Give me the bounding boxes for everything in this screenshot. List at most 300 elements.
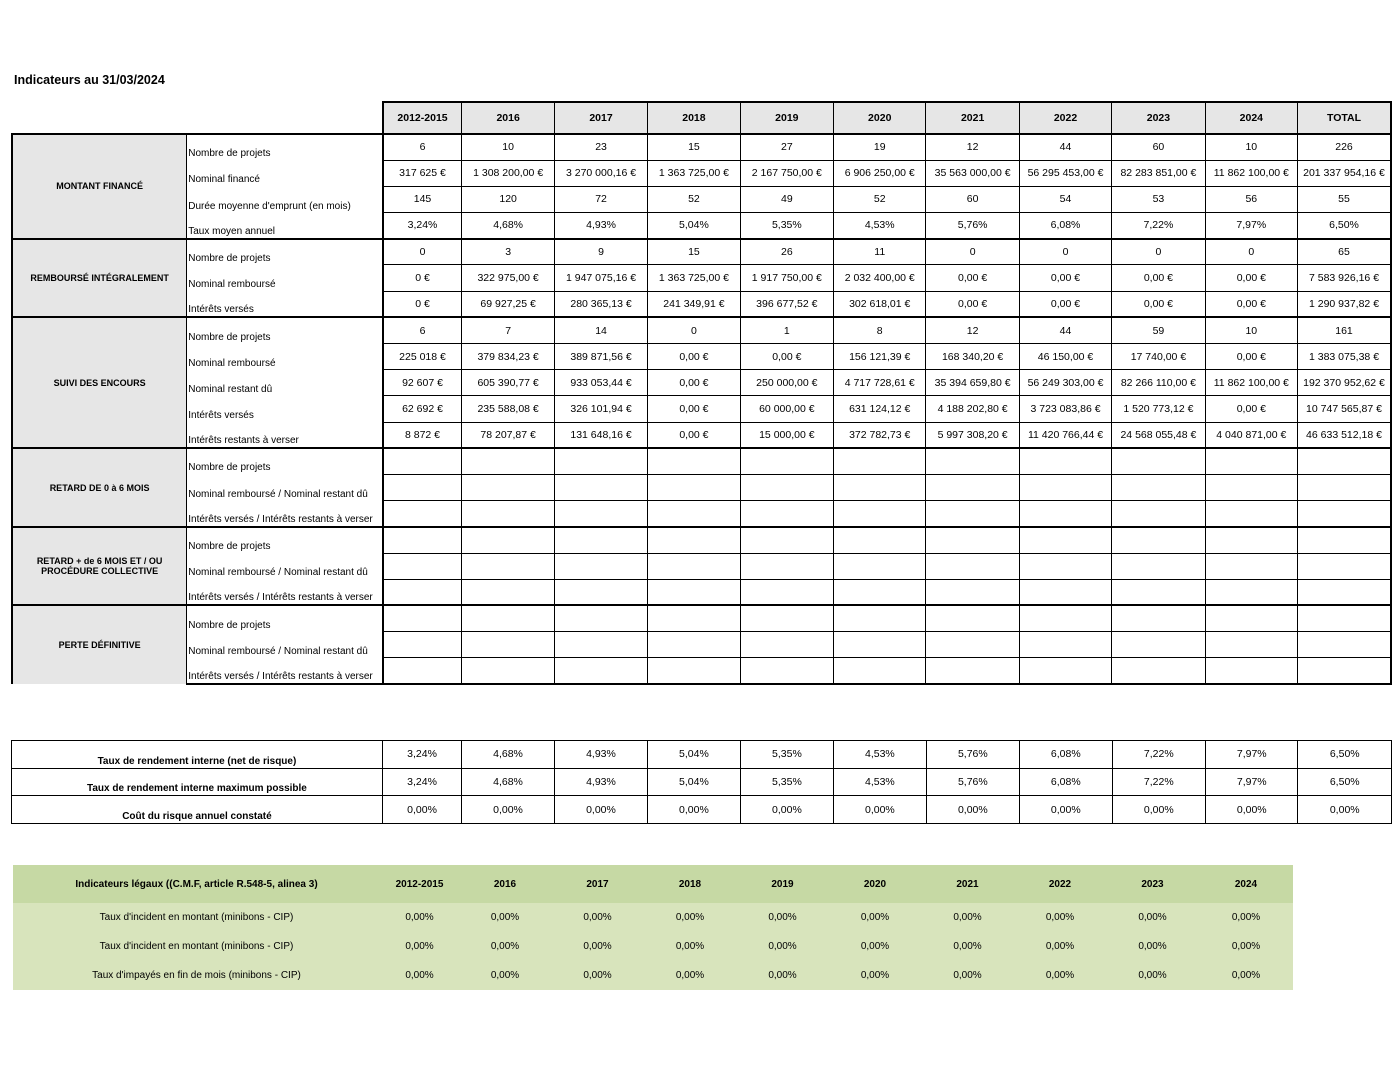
value-cell: 6,50% [1298, 741, 1392, 769]
value-cell: 92 607 € [383, 370, 462, 396]
value-cell: 0,00% [554, 796, 647, 824]
value-cell: 52 [648, 186, 740, 212]
table-row [12, 658, 1391, 684]
table-row [12, 239, 1391, 265]
value-cell: 0,00 € [1205, 396, 1297, 422]
table-row [12, 160, 1391, 186]
legal-year-header: 2021 [921, 865, 1014, 903]
value-cell: 6 906 250,00 € [834, 160, 926, 186]
value-cell: 3,24% [382, 741, 461, 769]
value-cell [1205, 632, 1297, 658]
value-cell: 1 363 725,00 € [648, 160, 740, 186]
value-cell: 0,00% [921, 961, 1014, 990]
value-cell: 0,00% [551, 961, 644, 990]
performance-row [12, 768, 1392, 796]
value-cell: 27 [740, 134, 833, 160]
group-label: REMBOURSÉ INTÉGRALEMENT [12, 239, 187, 318]
value-cell: 0 [1112, 239, 1205, 265]
legal-row [13, 961, 1293, 990]
value-cell: 11 862 100,00 € [1205, 160, 1297, 186]
legal-year-header: 2019 [736, 865, 829, 903]
value-cell [1298, 448, 1391, 474]
row-label: Intérêts versés / Intérêts restants à verser [187, 501, 383, 527]
value-cell: 6 [383, 134, 462, 160]
year-header: 2023 [1112, 102, 1205, 134]
value-cell: 11 [834, 239, 926, 265]
table-row [12, 186, 1391, 212]
table-row [12, 501, 1391, 527]
value-cell [834, 553, 926, 579]
value-cell: 0,00% [1199, 961, 1293, 990]
value-cell [383, 632, 462, 658]
value-cell [383, 448, 462, 474]
value-cell [740, 632, 833, 658]
value-cell [1298, 579, 1391, 605]
year-header: 2020 [834, 102, 926, 134]
value-cell: 4,68% [462, 768, 554, 796]
value-cell [554, 632, 647, 658]
value-cell: 0,00 € [648, 396, 740, 422]
value-cell: 250 000,00 € [740, 370, 833, 396]
value-cell [1112, 658, 1205, 684]
row-label: Durée moyenne d'emprunt (en mois) [187, 186, 383, 212]
value-cell [740, 579, 833, 605]
value-cell: 605 390,77 € [462, 370, 554, 396]
value-cell: 19 [834, 134, 926, 160]
value-cell: 396 677,52 € [740, 291, 833, 317]
performance-row [12, 741, 1392, 769]
value-cell: 4,68% [462, 741, 554, 769]
value-cell: 5,35% [740, 741, 833, 769]
value-cell: 6,08% [1019, 213, 1111, 239]
table-row [12, 553, 1391, 579]
value-cell: 15 000,00 € [740, 422, 833, 448]
value-cell: 6,08% [1020, 768, 1112, 796]
value-cell: 372 782,73 € [834, 422, 926, 448]
value-cell: 35 394 659,80 € [926, 370, 1019, 396]
row-label: Nominal remboursé / Nominal restant dû [187, 474, 383, 500]
value-cell: 5,35% [740, 213, 833, 239]
value-cell: 1 363 725,00 € [648, 265, 740, 291]
legal-year-header: 2018 [644, 865, 736, 903]
value-cell: 9 [554, 239, 647, 265]
value-cell [462, 632, 554, 658]
table-row [12, 527, 1391, 553]
value-cell: 7 [462, 317, 554, 343]
value-cell: 8 872 € [383, 422, 462, 448]
value-cell: 0,00% [551, 903, 644, 932]
row-label: Intérêts versés / Intérêts restants à verser [187, 579, 383, 605]
table-row [12, 605, 1391, 631]
value-cell: 0,00 € [1205, 344, 1297, 370]
year-header: 2019 [740, 102, 833, 134]
value-cell: 15 [648, 134, 740, 160]
value-cell [383, 579, 462, 605]
value-cell: 5 997 308,20 € [926, 422, 1019, 448]
value-cell: 65 [1298, 239, 1391, 265]
legal-year-header: 2024 [1199, 865, 1293, 903]
value-cell: 156 121,39 € [834, 344, 926, 370]
value-cell: 0,00 € [926, 291, 1019, 317]
value-cell [383, 605, 462, 631]
value-cell: 322 975,00 € [462, 265, 554, 291]
value-cell [1112, 579, 1205, 605]
value-cell: 0,00% [648, 796, 740, 824]
value-cell: 7,22% [1112, 741, 1205, 769]
value-cell [462, 448, 554, 474]
value-cell: 6,08% [1020, 741, 1112, 769]
value-cell: 0,00% [1199, 903, 1293, 932]
value-cell: 1 947 075,16 € [554, 265, 647, 291]
performance-label: Coût du risque annuel constaté [12, 796, 383, 824]
value-cell: 4 717 728,61 € [834, 370, 926, 396]
table-row [12, 579, 1391, 605]
legal-header-label: Indicateurs légaux ((C.M.F, article R.548-5, alinea 3) [13, 865, 380, 903]
value-cell: 192 370 952,62 € [1298, 370, 1391, 396]
value-cell: 5,04% [648, 213, 740, 239]
value-cell: 0,00% [1106, 961, 1199, 990]
value-cell: 44 [1019, 134, 1111, 160]
value-cell [383, 553, 462, 579]
value-cell: 12 [926, 134, 1019, 160]
value-cell: 7,22% [1112, 213, 1205, 239]
value-cell [740, 658, 833, 684]
row-label: Nominal remboursé / Nominal restant dû [187, 632, 383, 658]
value-cell [383, 527, 462, 553]
value-cell: 60 000,00 € [740, 396, 833, 422]
year-header: 2018 [648, 102, 740, 134]
row-label: Nominal remboursé [187, 265, 383, 291]
value-cell [1205, 579, 1297, 605]
value-cell [1019, 579, 1111, 605]
value-cell [834, 632, 926, 658]
legal-row-label: Taux d'incident en montant (minibons - CIP) [13, 932, 380, 961]
year-header: TOTAL [1298, 102, 1391, 134]
value-cell: 53 [1112, 186, 1205, 212]
row-label: Taux moyen annuel [187, 213, 383, 239]
value-cell [554, 448, 647, 474]
value-cell: 168 340,20 € [926, 344, 1019, 370]
value-cell: 0,00% [551, 932, 644, 961]
value-cell: 0 [1019, 239, 1111, 265]
value-cell [1019, 553, 1111, 579]
value-cell: 7,97% [1206, 768, 1298, 796]
value-cell [1019, 632, 1111, 658]
value-cell: 0,00% [921, 932, 1014, 961]
table-row [12, 265, 1391, 291]
value-cell [1298, 501, 1391, 527]
performance-label: Taux de rendement interne (net de risque) [12, 741, 383, 769]
value-cell: 0,00% [382, 796, 461, 824]
value-cell [1112, 527, 1205, 553]
value-cell [648, 527, 740, 553]
value-cell [834, 448, 926, 474]
value-cell: 235 588,08 € [462, 396, 554, 422]
value-cell [926, 632, 1019, 658]
value-cell [383, 501, 462, 527]
value-cell: 0,00 € [740, 344, 833, 370]
value-cell: 82 283 851,00 € [1112, 160, 1205, 186]
table-row [12, 134, 1391, 160]
row-label: Nombre de projets [187, 448, 383, 474]
value-cell: 69 927,25 € [462, 291, 554, 317]
legal-indicators-table [13, 865, 1293, 990]
value-cell: 5,04% [648, 768, 740, 796]
value-cell [1019, 527, 1111, 553]
value-cell [554, 474, 647, 500]
group-label: RETARD DE 0 à 6 MOIS [12, 448, 187, 527]
value-cell: 0,00% [921, 903, 1014, 932]
value-cell [834, 501, 926, 527]
group-label: SUIVI DES ENCOURS [12, 317, 187, 448]
value-cell: 5,76% [926, 213, 1019, 239]
value-cell: 46 150,00 € [1019, 344, 1111, 370]
row-label: Intérêts versés / Intérêts restants à verser [187, 658, 383, 684]
value-cell: 1 520 773,12 € [1112, 396, 1205, 422]
value-cell: 1 383 075,38 € [1298, 344, 1391, 370]
value-cell: 0,00% [380, 903, 459, 932]
value-cell [1112, 605, 1205, 631]
value-cell [1298, 605, 1391, 631]
value-cell: 56 249 303,00 € [1019, 370, 1111, 396]
year-header: 2016 [462, 102, 554, 134]
value-cell [554, 579, 647, 605]
table-row [12, 291, 1391, 317]
value-cell: 0,00% [740, 796, 833, 824]
row-label: Nominal remboursé / Nominal restant dû [187, 553, 383, 579]
value-cell: 0,00 € [1019, 291, 1111, 317]
legal-year-header: 2012-2015 [380, 865, 459, 903]
value-cell: 78 207,87 € [462, 422, 554, 448]
value-cell: 161 [1298, 317, 1391, 343]
value-cell [926, 553, 1019, 579]
value-cell [648, 658, 740, 684]
value-cell [462, 474, 554, 500]
value-cell [554, 553, 647, 579]
value-cell: 0,00% [926, 796, 1019, 824]
value-cell: 0,00% [736, 961, 829, 990]
row-label: Nombre de projets [187, 317, 383, 343]
value-cell: 4,93% [554, 741, 647, 769]
value-cell: 145 [383, 186, 462, 212]
value-cell [926, 579, 1019, 605]
value-cell: 7 583 926,16 € [1298, 265, 1391, 291]
value-cell: 10 [462, 134, 554, 160]
value-cell: 317 625 € [383, 160, 462, 186]
value-cell: 60 [1112, 134, 1205, 160]
value-cell: 0,00 € [1019, 265, 1111, 291]
table-row [12, 474, 1391, 500]
value-cell: 3 [462, 239, 554, 265]
group-label: MONTANT FINANCÉ [12, 134, 187, 239]
value-cell [1298, 474, 1391, 500]
value-cell: 35 563 000,00 € [926, 160, 1019, 186]
value-cell: 6 [383, 317, 462, 343]
value-cell: 0,00% [644, 961, 736, 990]
value-cell: 0,00% [1020, 796, 1112, 824]
value-cell: 0,00 € [1205, 291, 1297, 317]
value-cell [554, 658, 647, 684]
value-cell [648, 632, 740, 658]
value-cell: 389 871,56 € [554, 344, 647, 370]
value-cell [1205, 527, 1297, 553]
legal-header-row [13, 865, 1293, 903]
value-cell: 56 [1205, 186, 1297, 212]
value-cell [926, 474, 1019, 500]
table-row [12, 422, 1391, 448]
table-row [12, 213, 1391, 239]
table-row [12, 448, 1391, 474]
value-cell [1019, 501, 1111, 527]
value-cell: 0,00% [462, 796, 554, 824]
value-cell: 4,68% [462, 213, 554, 239]
legal-year-header: 2017 [551, 865, 644, 903]
performance-table [11, 740, 1392, 824]
value-cell: 4 188 202,80 € [926, 396, 1019, 422]
value-cell: 0 [926, 239, 1019, 265]
row-label: Nominal financé [187, 160, 383, 186]
value-cell: 0,00% [736, 903, 829, 932]
value-cell [462, 527, 554, 553]
year-header: 2024 [1205, 102, 1297, 134]
value-cell: 1 290 937,82 € [1298, 291, 1391, 317]
value-cell: 0,00 € [926, 265, 1019, 291]
value-cell: 3 723 083,86 € [1019, 396, 1111, 422]
value-cell [926, 501, 1019, 527]
value-cell [926, 448, 1019, 474]
value-cell: 5,35% [740, 768, 833, 796]
value-cell: 54 [1019, 186, 1111, 212]
group-label: RETARD + de 6 MOIS ET / OU PROCÉDURE COLLECTIVE [12, 527, 187, 606]
year-header: 2017 [554, 102, 647, 134]
value-cell: 201 337 954,16 € [1298, 160, 1391, 186]
value-cell: 120 [462, 186, 554, 212]
value-cell: 3,24% [382, 768, 461, 796]
value-cell: 7,22% [1112, 768, 1205, 796]
row-label: Nombre de projets [187, 134, 383, 160]
value-cell: 62 692 € [383, 396, 462, 422]
value-cell [462, 501, 554, 527]
value-cell [1019, 658, 1111, 684]
value-cell: 5,04% [648, 741, 740, 769]
value-cell [1205, 448, 1297, 474]
value-cell: 52 [834, 186, 926, 212]
value-cell [926, 658, 1019, 684]
legal-row-label: Taux d'impayés en fin de mois (minibons - CIP) [13, 961, 380, 990]
year-header-row [12, 102, 1391, 134]
legal-row [13, 932, 1293, 961]
value-cell [926, 527, 1019, 553]
value-cell: 933 053,44 € [554, 370, 647, 396]
value-cell [1298, 553, 1391, 579]
value-cell: 0,00% [736, 932, 829, 961]
value-cell [740, 501, 833, 527]
value-cell [462, 579, 554, 605]
value-cell: 46 633 512,18 € [1298, 422, 1391, 448]
performance-row [12, 796, 1392, 824]
value-cell: 5,76% [926, 741, 1019, 769]
value-cell: 15 [648, 239, 740, 265]
value-cell: 0,00% [829, 932, 921, 961]
value-cell: 0 [383, 239, 462, 265]
value-cell: 0,00% [644, 903, 736, 932]
value-cell: 0,00% [380, 961, 459, 990]
indicators-table [11, 101, 1392, 685]
value-cell [926, 605, 1019, 631]
value-cell: 17 740,00 € [1112, 344, 1205, 370]
value-cell: 49 [740, 186, 833, 212]
value-cell: 12 [926, 317, 1019, 343]
row-label: Nominal restant dû [187, 370, 383, 396]
value-cell: 302 618,01 € [834, 291, 926, 317]
legal-row-label: Taux d'incident en montant (minibons - CIP) [13, 903, 380, 932]
value-cell: 379 834,23 € [462, 344, 554, 370]
value-cell [1205, 605, 1297, 631]
table-row [12, 396, 1391, 422]
value-cell: 60 [926, 186, 1019, 212]
table-row [12, 344, 1391, 370]
year-header: 2012-2015 [383, 102, 462, 134]
value-cell: 0,00 € [1112, 291, 1205, 317]
table-row [12, 317, 1391, 343]
value-cell [1112, 632, 1205, 658]
value-cell: 0,00 € [648, 422, 740, 448]
legal-year-header: 2016 [459, 865, 551, 903]
value-cell [834, 474, 926, 500]
value-cell [1112, 501, 1205, 527]
value-cell: 10 747 565,87 € [1298, 396, 1391, 422]
value-cell [1205, 474, 1297, 500]
value-cell: 56 295 453,00 € [1019, 160, 1111, 186]
table-row [12, 632, 1391, 658]
legal-row [13, 903, 1293, 932]
value-cell [1112, 474, 1205, 500]
value-cell: 0,00% [644, 932, 736, 961]
value-cell [648, 605, 740, 631]
value-cell [740, 448, 833, 474]
legal-year-header: 2020 [829, 865, 921, 903]
value-cell: 11 862 100,00 € [1205, 370, 1297, 396]
value-cell: 0 € [383, 291, 462, 317]
row-label: Nombre de projets [187, 239, 383, 265]
value-cell: 0,00% [829, 903, 921, 932]
value-cell: 0,00% [834, 796, 926, 824]
row-label: Intérêts versés [187, 291, 383, 317]
row-label: Intérêts versés [187, 396, 383, 422]
value-cell [740, 605, 833, 631]
value-cell: 26 [740, 239, 833, 265]
value-cell [462, 605, 554, 631]
row-label: Nombre de projets [187, 605, 383, 631]
value-cell [648, 448, 740, 474]
value-cell: 0,00% [1206, 796, 1298, 824]
value-cell: 0,00 € [648, 370, 740, 396]
value-cell [1112, 553, 1205, 579]
value-cell [834, 605, 926, 631]
table-row [12, 370, 1391, 396]
value-cell: 4 040 871,00 € [1205, 422, 1297, 448]
value-cell: 7,97% [1206, 741, 1298, 769]
value-cell: 0,00% [380, 932, 459, 961]
value-cell: 0,00% [829, 961, 921, 990]
performance-label: Taux de rendement interne maximum possible [12, 768, 383, 796]
value-cell: 0,00 € [1112, 265, 1205, 291]
value-cell: 0,00% [459, 932, 551, 961]
value-cell: 226 [1298, 134, 1391, 160]
row-label: Nominal remboursé [187, 344, 383, 370]
value-cell [834, 527, 926, 553]
value-cell [554, 605, 647, 631]
